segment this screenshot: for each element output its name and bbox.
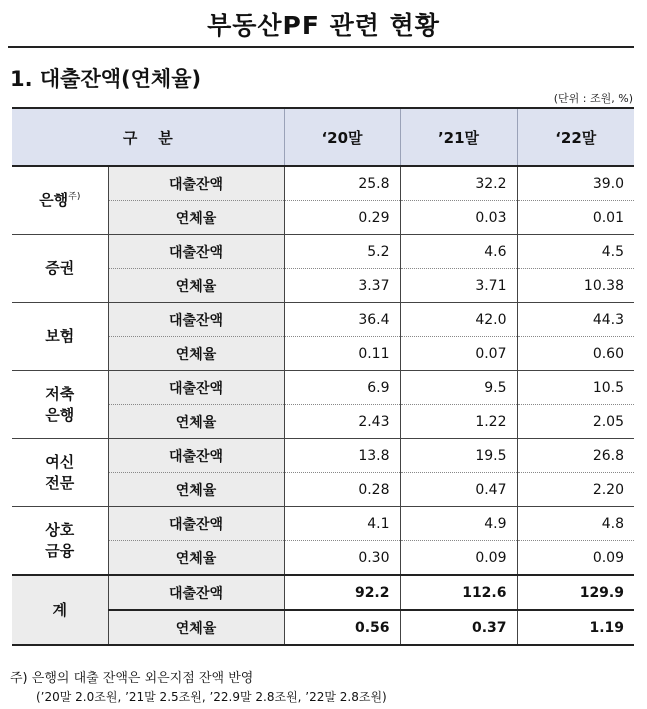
value-cell: 1.19	[517, 610, 634, 645]
table-row	[12, 507, 634, 541]
group-label-insurance: 보험	[12, 303, 108, 371]
metric-label: 연체율	[108, 610, 284, 645]
unit-label: (단위 : 조원, %)	[553, 92, 633, 105]
value-cell: 0.11	[284, 337, 400, 371]
footnote-marker: 주)	[68, 192, 81, 203]
value-cell: 0.37	[400, 610, 517, 645]
value-cell: 0.29	[284, 201, 400, 235]
value-cell: 1.22	[400, 405, 517, 439]
value-cell: 4.8	[517, 507, 634, 541]
pf-loan-table	[12, 107, 634, 646]
group-label-securities: 증권	[12, 235, 108, 303]
table-row	[12, 235, 634, 269]
footnote-line-2: (’20말 2.0조원, ’21말 2.5조원, ’22.9말 2.8조원, ’22말 2.8조원)	[36, 690, 387, 704]
group-name-line2: 전문	[45, 473, 75, 492]
value-cell: 44.3	[517, 303, 634, 337]
value-cell: 3.71	[400, 269, 517, 303]
header-category: 구 분	[12, 108, 284, 166]
value-cell: 5.2	[284, 235, 400, 269]
value-cell: 0.47	[400, 473, 517, 507]
value-cell: 4.9	[400, 507, 517, 541]
group-name: 은행	[39, 191, 69, 210]
value-cell: 0.07	[400, 337, 517, 371]
metric-label: 대출잔액	[108, 235, 284, 269]
metric-label: 대출잔액	[108, 575, 284, 610]
value-cell: 42.0	[400, 303, 517, 337]
value-cell: 0.56	[284, 610, 400, 645]
table-header-row	[12, 108, 634, 166]
table-row	[12, 439, 634, 473]
metric-label: 연체율	[108, 337, 284, 371]
value-cell: 0.30	[284, 541, 400, 576]
group-name-line2: 금융	[45, 541, 75, 560]
header-year-21: ’21말	[400, 108, 517, 166]
group-label-savings-bank	[12, 371, 108, 439]
table-row	[12, 166, 634, 201]
table-total-row	[12, 575, 634, 610]
metric-label: 연체율	[108, 473, 284, 507]
metric-label: 대출잔액	[108, 439, 284, 473]
title-divider	[8, 46, 634, 48]
value-cell: 32.2	[400, 166, 517, 201]
metric-label: 연체율	[108, 269, 284, 303]
value-cell: 9.5	[400, 371, 517, 405]
group-label-credit-finance	[12, 439, 108, 507]
metric-label: 연체율	[108, 541, 284, 576]
section-title: 1. 대출잔액(연체율)	[10, 67, 202, 91]
value-cell: 0.03	[400, 201, 517, 235]
value-cell: 3.37	[284, 269, 400, 303]
value-cell: 4.1	[284, 507, 400, 541]
header-year-20: ‘20말	[284, 108, 400, 166]
group-label-mutual-finance	[12, 507, 108, 576]
header-year-22: ‘22말	[517, 108, 634, 166]
metric-label: 연체율	[108, 405, 284, 439]
page-title: 부동산PF 관련 현황	[207, 11, 440, 40]
value-cell: 112.6	[400, 575, 517, 610]
value-cell: 6.9	[284, 371, 400, 405]
value-cell: 0.09	[400, 541, 517, 576]
table-row	[12, 303, 634, 337]
value-cell: 26.8	[517, 439, 634, 473]
group-name-line1: 저축	[45, 385, 75, 404]
metric-label: 연체율	[108, 201, 284, 235]
metric-label: 대출잔액	[108, 371, 284, 405]
value-cell: 36.4	[284, 303, 400, 337]
metric-label: 대출잔액	[108, 507, 284, 541]
value-cell: 10.5	[517, 371, 634, 405]
group-label-total: 계	[12, 575, 108, 645]
value-cell: 129.9	[517, 575, 634, 610]
value-cell: 4.6	[400, 235, 517, 269]
group-label-bank	[12, 166, 108, 235]
value-cell: 2.20	[517, 473, 634, 507]
metric-label: 대출잔액	[108, 166, 284, 201]
group-name-line2: 은행	[45, 405, 75, 424]
value-cell: 0.09	[517, 541, 634, 576]
value-cell: 2.05	[517, 405, 634, 439]
value-cell: 2.43	[284, 405, 400, 439]
footnote-line-1: 주) 은행의 대출 잔액은 외은지점 잔액 반영	[10, 671, 254, 686]
table-row	[12, 371, 634, 405]
value-cell: 25.8	[284, 166, 400, 201]
value-cell: 13.8	[284, 439, 400, 473]
value-cell: 0.01	[517, 201, 634, 235]
metric-label: 대출잔액	[108, 303, 284, 337]
value-cell: 39.0	[517, 166, 634, 201]
value-cell: 0.60	[517, 337, 634, 371]
value-cell: 10.38	[517, 269, 634, 303]
value-cell: 4.5	[517, 235, 634, 269]
value-cell: 92.2	[284, 575, 400, 610]
group-name-line1: 상호	[45, 521, 75, 540]
value-cell: 0.28	[284, 473, 400, 507]
group-name-line1: 여신	[45, 453, 75, 472]
value-cell: 19.5	[400, 439, 517, 473]
